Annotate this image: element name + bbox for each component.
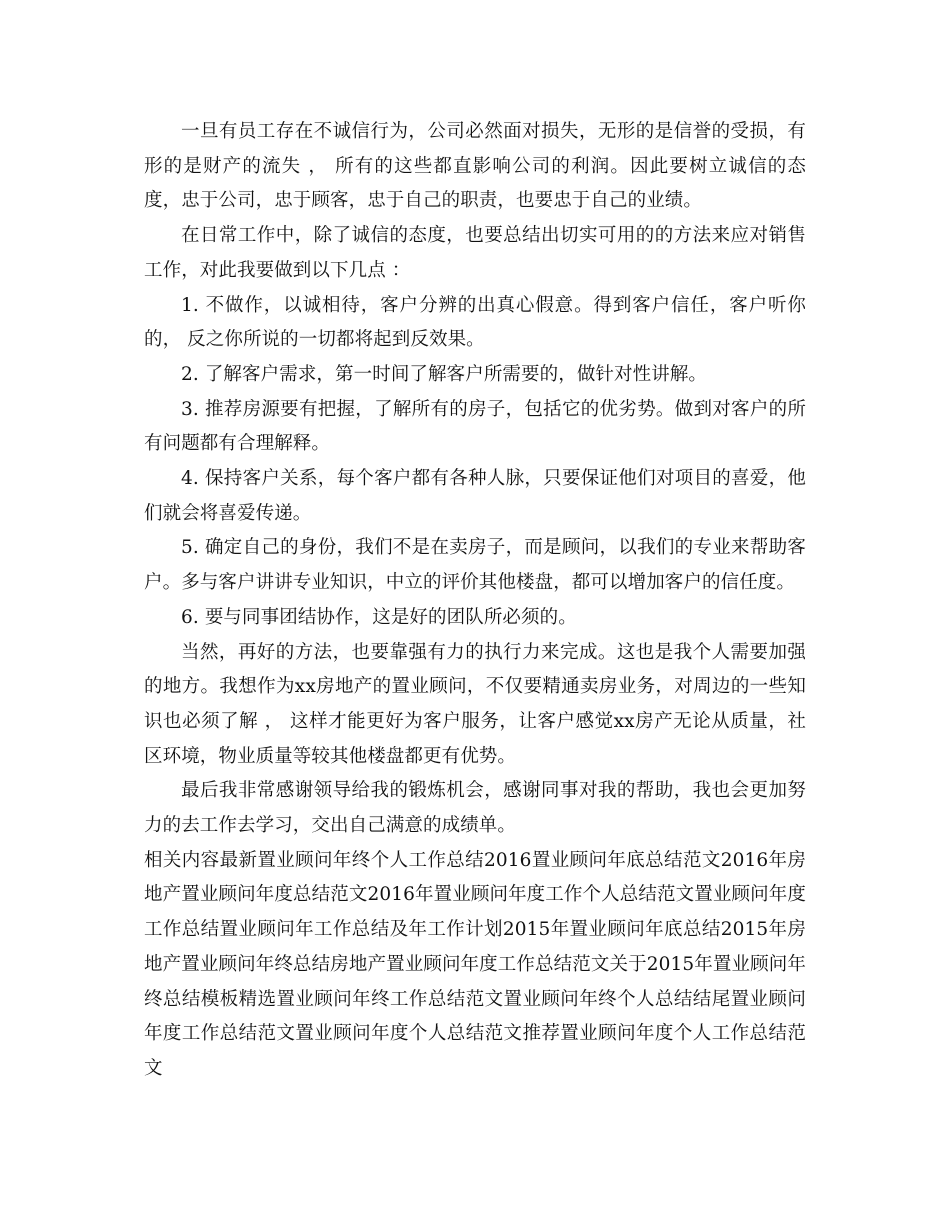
- list-item-2: 2. 了解客户需求，第一时间了解客户所需要的，做针对性讲解。: [181, 363, 708, 385]
- related-content: 相关内容最新置业顾问年终个人工作总结2016置业顾问年底总结范文2016年房地产置业顾问年度总结范文2016年置业顾问年度工作个人总结范文置业顾问年度工作总结置业顾问年工作总结及年工作计划2015年置业顾问年底总结2015年房地产置业顾问年终总结房地产置业顾问年度工作总结范文关于2015年置业顾问年终总结模板精选置业顾问年终工作总结范文置业顾问年终个人总结结尾置业顾问年度工作总结范文置业顾问年度个人总结范文推荐置业顾问年度个人工作总结范文: [144, 849, 806, 1079]
- paragraph-execution: 当然，再好的方法，也要靠强有力的执行力来完成。这也是我个人需要加强的地方。我想作为xx房地产的置业顾问，不仅要精通卖房业务，对周边的一些知识也必须了解 ， 这样才能更好为客户服务，让客户感觉xx房产无论从质量，社区环境，物业质量等较其他楼盘都更有优势。: [144, 641, 806, 767]
- list-item-4: 4. 保持客户关系，每个客户都有各种人脉，只要保证他们对项目的喜爱，他们就会将喜爱传递。: [144, 468, 806, 524]
- list-item-6: 6. 要与同事团结协作，这是好的团队所必须的。: [181, 606, 577, 628]
- document-page: [144, 115, 806, 1087]
- paragraph-methods-intro: 在日常工作中，除了诚信的态度，也要总结出切实可用的的方法来应对销售工作，对此我要做到以下几点 ：: [144, 225, 806, 281]
- list-item-1: 1. 不做作，以诚相待，客户分辨的出真心假意。得到客户信任，客户听你的， 反之你所说的一切都将起到反效果。: [144, 294, 806, 351]
- paragraph-thanks: 最后我非常感谢领导给我的锻炼机会，感谢同事对我的帮助，我也会更加努力的去工作去学习，交出自己满意的成绩单。: [144, 780, 806, 837]
- list-item-3: 3. 推荐房源要有把握，了解所有的房子，包括它的优劣势。做到对客户的所有问题都有合理解释。: [144, 398, 806, 455]
- paragraph-integrity: 一旦有员工存在不诚信行为，公司必然面对损失，无形的是信誉的受损，有形的是财产的流失 ， 所有的这些都直影响公司的利润。因此要树立诚信的态度，忠于公司，忠于顾客，忠于自己的职责，也要忠于自己的业绩。: [144, 121, 806, 212]
- list-item-5: 5. 确定自己的身份，我们不是在卖房子，而是顾问，以我们的专业来帮助客户。多与客户讲讲专业知识，中立的评价其他楼盘，都可以增加客户的信任度。: [144, 537, 806, 594]
